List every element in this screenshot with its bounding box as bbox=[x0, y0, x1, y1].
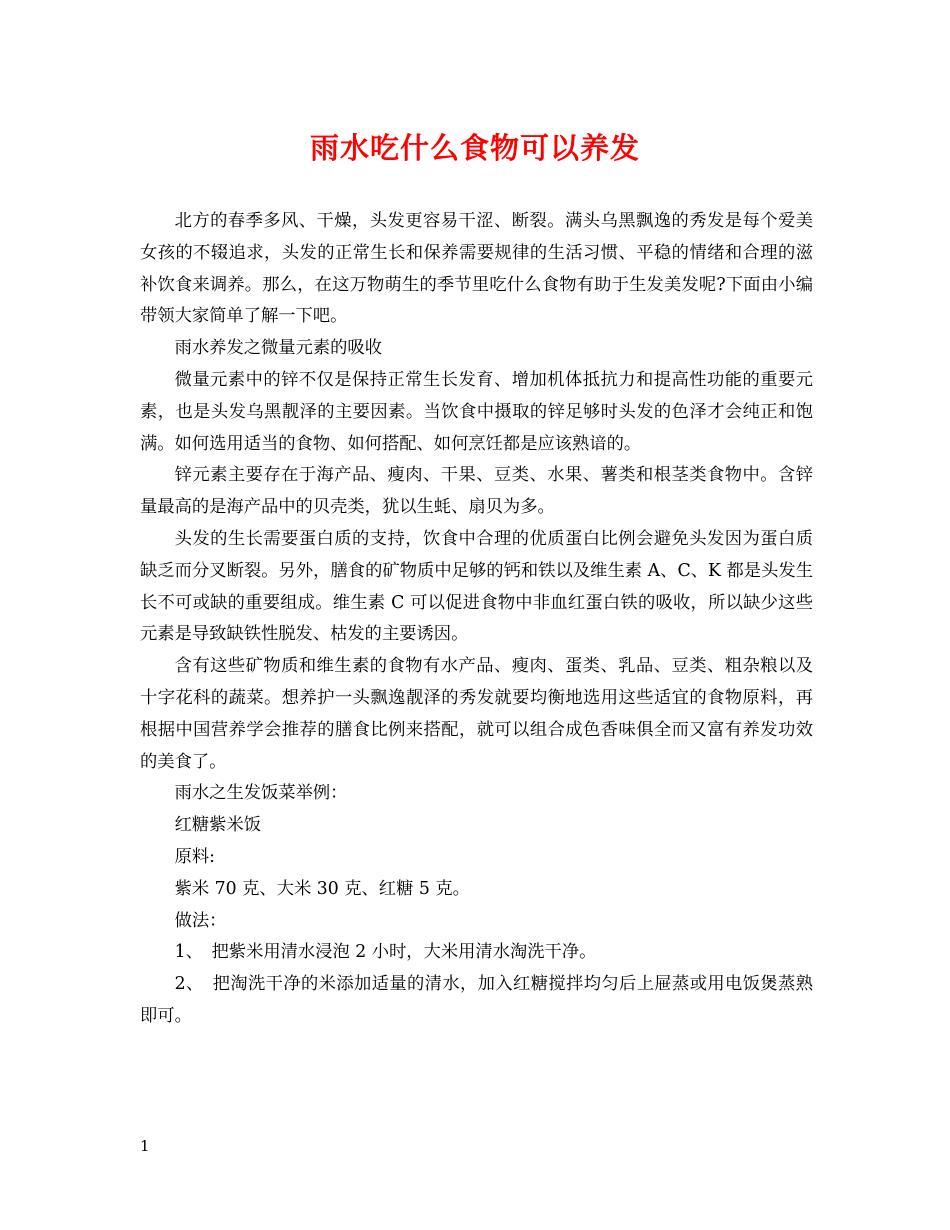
document-title: 雨水吃什么食物可以养发 bbox=[309, 131, 640, 165]
document-body bbox=[140, 206, 813, 1033]
paragraph-zinc-sources: 锌元素主要存在于海产品、瘦肉、干果、豆类、水果、薯类和根茎类食物中。含锌量最高的是海产品中的贝壳类，犹以生蚝、扇贝为多。 bbox=[140, 465, 813, 518]
paragraph-food-sources: 含有这些矿物质和维生素的食物有水产品、瘦肉、蛋类、乳品、豆类、粗杂粮以及十字花科的蔬菜。想养护一头飘逸靓泽的秀发就要均衡地选用这些适宜的食物原料，再根据中国营养学会推荐的膳食比例来搭配，就可以组合成色香味俱全而又富有养发功效的美食了。 bbox=[140, 656, 813, 772]
paragraph-protein-minerals: 头发的生长需要蛋白质的支持，饮食中合理的优质蛋白比例会避免头发因为蛋白质缺乏而分叉断裂。另外，膳食的矿物质中足够的钙和铁以及维生素 A、C、K 都是头发生长不可或缺的重要组成。维生素 C 可以促进食物中非血红蛋白铁的吸收，所以缺少这些元素是导致缺铁性脱发、枯发的主要诱因。 bbox=[140, 528, 813, 645]
recipe-name: 红糖紫米饭 bbox=[174, 815, 262, 836]
method-step-1: 1、 把紫米用清水浸泡 2 小时，大米用清水淘洗干净。 bbox=[174, 942, 597, 963]
section-heading-trace-elements: 雨水养发之微量元素的吸收 bbox=[174, 338, 382, 359]
section-heading-recipe-examples: 雨水之生发饭菜举例： bbox=[174, 783, 348, 804]
method-label: 做法： bbox=[174, 910, 227, 931]
ingredients-list: 紫米 70 克、大米 30 克、红糖 5 克。 bbox=[174, 878, 470, 899]
ingredients-label: 原料: bbox=[174, 846, 215, 867]
method-step-2: 2、 把淘洗干净的米添加适量的清水，加入红糖搅拌均匀后上屉蒸或用电饭煲蒸熟即可。 bbox=[140, 974, 813, 1026]
paragraph-intro: 北方的春季多风、干燥，头发更容易干涩、断裂。满头乌黑飘逸的秀发是每个爱美女孩的不辍追求，头发的正常生长和保养需要规律的生活习惯、平稳的情绪和合理的滋补饮食来调养。那么，在这万物萌生的季节里吃什么食物有助于生发美发呢?下面由小编带领大家简单了解一下吧。 bbox=[140, 211, 813, 327]
paragraph-zinc-importance: 微量元素中的锌不仅是保持正常生长发育、增加机体抵抗力和提高性功能的重要元素，也是头发乌黑靓泽的主要因素。当饮食中摄取的锌足够时头发的色泽才会纯正和饱满。如何选用适当的食物、如何搭配、如何烹饪都是应该熟谙的。 bbox=[140, 369, 813, 454]
page-number: 1 bbox=[140, 1137, 150, 1155]
